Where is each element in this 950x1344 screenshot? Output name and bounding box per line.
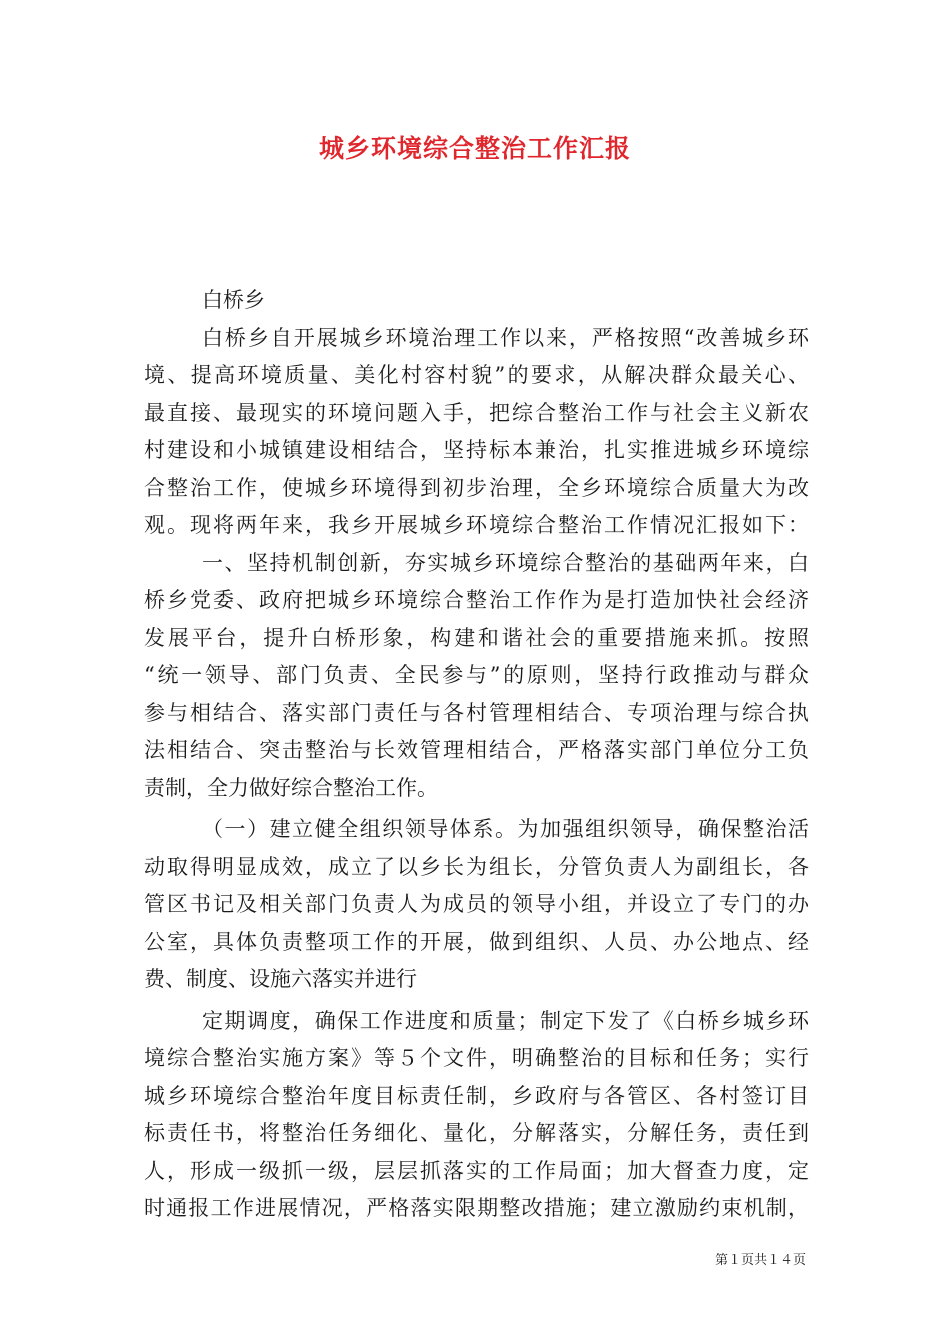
paragraph-line: （一）建立健全组织领导体系。为加强组织领导，确保整治活 [202,817,809,841]
paragraph-line: 标责任书，将整治任务细化、量化，分解落实，分解任务，责任到 [144,1121,809,1145]
paragraph-line: 村建设和小城镇建设相结合，坚持标本兼治，扎实推进城乡环境综 [144,438,809,462]
paragraph-line: 参与相结合、落实部门责任与各村管理相结合、专项治理与综合执 [144,700,809,725]
page-number-footer: 第１页共１４页 [714,1253,806,1268]
paragraph-line: 境、提高环境质量、美化村容村貌”的要求，从解决群众最关心、 [144,363,809,387]
paragraph-line: 费、制度、设施六落实并进行 [144,967,417,991]
paragraph-line: 管区书记及相关部门负责人为成员的领导小组，并设立了专门的办 [144,892,809,916]
author-line: 白桥乡 [202,288,265,312]
paragraph-line: 人，形成一级抓一级，层层抓落实的工作局面；加大督查力度，定 [144,1158,809,1183]
paragraph-line: 动取得明显成效，成立了以乡长为组长，分管负责人为副组长，各 [144,854,809,879]
paragraph-line: 发展平台，提升白桥形象，构建和谐社会的重要措施来抓。按照 [144,625,809,650]
paragraph-line: “统一领导、部门负责、全民参与”的原则，坚持行政推动与群众 [144,663,809,687]
paragraph-line: 责制，全力做好综合整治工作。 [144,775,438,800]
document-title: 城乡环境综合整治工作汇报 [318,134,631,163]
paragraph-line: 城乡环境综合整治年度目标责任制，乡政府与各管区、各村签订目 [144,1083,809,1108]
paragraph-line: 观。现将两年来，我乡开展城乡环境综合整治工作情况汇报如下： [144,513,809,537]
paragraph-line: 公室，具体负责整项工作的开展，做到组织、人员、办公地点、经 [144,929,809,954]
paragraph-line: 合整治工作，使城乡环境得到初步治理，全乡环境综合质量大为改 [144,475,809,500]
document-body [144,282,809,1228]
paragraph-line: 时通报工作进展情况，严格落实限期整改措施；建立激励约束机制， [144,1196,809,1220]
paragraph-line: 境综合整治实施方案》等５个文件，明确整治的目标和任务；实行 [144,1046,809,1070]
paragraph-line: 定期调度，确保工作进度和质量；制定下发了《白桥乡城乡环 [202,1008,809,1033]
paragraph-line: 最直接、最现实的环境问题入手，把综合整治工作与社会主义新农 [144,400,809,425]
paragraph-line: 桥乡党委、政府把城乡环境综合整治工作作为是打造加快社会经济 [144,588,809,612]
paragraph-line: 一、坚持机制创新，夯实城乡环境综合整治的基础两年来，白 [202,550,809,575]
paragraph-line: 白桥乡自开展城乡环境治理工作以来，严格按照“改善城乡环 [202,325,809,350]
paragraph-line: 法相结合、突击整治与长效管理相结合，严格落实部门单位分工负 [144,738,809,762]
